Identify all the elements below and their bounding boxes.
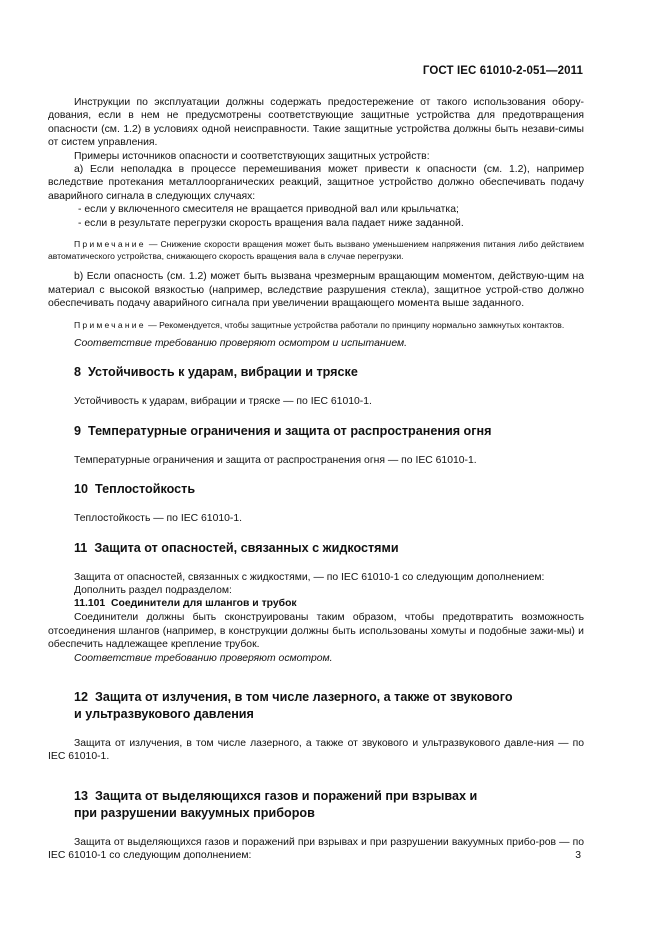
paragraph-item-a: а) Если неполадка в процессе перемешивания может привести к опасности (см. 1.2), например вследствие протекания металлоорганических реакций, защитное устройство должно обеспечивать подачу аварийного сигнала в следующих случаях: <box>48 164 584 202</box>
compliance-note-1: Соответствие требованию проверяют осмотром и испытанием. <box>74 337 408 349</box>
document-header-id: ГОСТ IEC 61010-2-051—2011 <box>422 65 583 77</box>
paragraph-instructions: Инструкции по эксплуатации должны содержать предостережение от такого использования обору-дования, если в нем не предусмотрены соответствующие защитные устройства для предотвращения опасности (см. 1.2) в условиях одной неисправности. Такие защитные устройства должны быть незави-симы от систем управления. <box>48 97 584 149</box>
section-11-text-1: Защита от опасностей, связанных с жидкостями, — по IEC 61010-1 со следующим дополнением: <box>74 571 545 583</box>
section-11-title: Защита от опасностей, связанных с жидкостями <box>94 540 399 555</box>
section-9-number: 9 <box>74 423 82 438</box>
section-11-number: 11 <box>74 540 88 555</box>
note-2 <box>48 319 584 331</box>
subsection-11-101-heading <box>48 597 584 611</box>
section-10-number: 10 <box>74 482 89 497</box>
section-12-number: 12 <box>74 689 89 704</box>
section-10-text: Теплостойкость — по IEC 61010-1. <box>74 513 243 525</box>
section-13-title-line-1: Защита от выделяющихся газов и поражений при взрывах и <box>95 788 478 803</box>
page-number: 3 <box>575 850 581 861</box>
section-10-title: Теплостойкость <box>95 482 196 497</box>
section-13-number: 13 <box>74 788 89 803</box>
note-2-label: Примечание <box>74 319 146 330</box>
section-10-heading <box>48 481 584 498</box>
paragraph-item-b: b) Если опасность (см. 1.2) может быть вызвана чрезмерным вращающим моментом, действую-щим на материал с высокой вязкостью (например, вследствие разрушения стекла), защитное устрой-ство должно обеспечивать подачу аварийного сигнала при увеличении вращающего момента выше заданного. <box>48 271 584 310</box>
section-9-text: Температурные ограничения и защита от распространения огня — по IEC 61010-1. <box>74 454 477 466</box>
section-12-heading <box>48 689 584 723</box>
section-8-number: 8 <box>74 365 82 380</box>
section-9-title: Температурные ограничения и защита от распространения огня <box>88 423 492 438</box>
section-9-heading <box>48 423 584 440</box>
dash-item-2: - если в результате перегрузки скорость вращения вала падает ниже заданной. <box>78 217 464 229</box>
section-11-heading <box>48 540 584 557</box>
section-13-heading <box>48 788 584 822</box>
note-1 <box>48 238 584 262</box>
paragraph-examples-intro: Примеры источников опасности и соответствующих защитных устройств: <box>74 150 430 162</box>
section-12-title-line-1: Защита от излучения, в том числе лазерного, а также от звукового <box>95 689 513 704</box>
subsection-11-101-number: 11.101 <box>74 598 106 610</box>
section-8-heading <box>48 364 584 381</box>
section-13-text: Защита от выделяющихся газов и поражений при взрывах и при разрушении вакуумных прибо-ров — по IEC 61010-1 со следующим дополнением: <box>48 836 584 862</box>
note-1-label: Примечание <box>74 239 146 250</box>
note-1-text: — Снижение скорости вращения может быть вызвано уменьшением напряжения питания либо действием автоматического устройства, снижающего скорость вращения вала в случае перегрузки. <box>48 239 584 262</box>
page-content <box>48 96 584 863</box>
compliance-note-2: Соответствие требованию проверяют осмотром. <box>74 652 333 664</box>
note-2-text: — Рекомендуется, чтобы защитные устройства работали по принципу нормально замкнутых контактов. <box>145 319 565 330</box>
section-13-title-line-2: при разрушении вакуумных приборов <box>74 805 315 820</box>
subsection-11-101-text: Соединители должны быть сконструированы таким образом, чтобы предотвратить возможность отсоединения шлангов (например, в конструкции должны быть использованы хомуты и подобные зажи-мы) и обеспечить надлежащее крепление трубок. <box>48 612 584 651</box>
section-8-title: Устойчивость к ударам, вибрации и тряске <box>88 365 358 380</box>
section-8-text: Устойчивость к ударам, вибрации и тряске — по IEC 61010-1. <box>74 396 372 408</box>
subsection-11-101-title: Соединители для шлангов и трубок <box>111 598 297 610</box>
section-11-text-2: Дополнить раздел подразделом: <box>74 584 232 596</box>
section-12-title-line-2: и ультразвукового давления <box>74 706 254 721</box>
dash-item-1: - если у включенного смесителя не вращается приводной вал или крыльчатка; <box>78 204 459 216</box>
section-12-text: Защита от излучения, в том числе лазерного, а также от звукового и ультразвукового давле-ния — по IEC 61010-1. <box>48 737 584 763</box>
